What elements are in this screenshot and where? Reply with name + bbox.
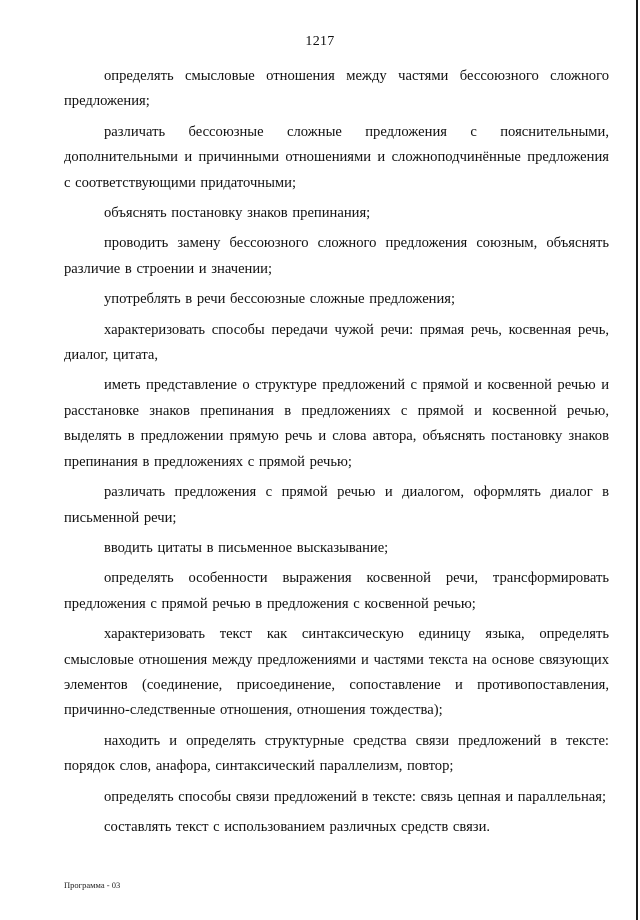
page-number: 1217 (305, 34, 335, 49)
paragraph: различать предложения с прямой речью и диалогом, оформлять диалог в письменной речи; (64, 484, 609, 526)
paragraph: объяснять постановку знаков препинания; (104, 205, 371, 222)
footer-program-label: Программа - 03 (64, 880, 121, 890)
paragraph: характеризовать текст как синтаксическую единицу языка, определять смысловые отношения между предложениями и частями текста на основе связующих элементов (соединение, присоединение, сопоставление и противопоставления, причинно-следственные отношения, отношения тождества); (64, 626, 609, 719)
paragraph: употреблять в речи бессоюзные сложные предложения; (104, 291, 456, 308)
paragraph: определять смысловые отношения между частями бессоюзного сложного предложения; (64, 68, 609, 110)
paragraph: находить и определять структурные средства связи предложений в тексте: порядок слов, анафора, синтаксический параллелизм, повтор; (64, 732, 609, 775)
paragraph: проводить замену бессоюзного сложного предложения союзным, объяснять различие в строении и значении; (64, 235, 609, 277)
paragraph: составлять текст с использованием различных средств связи. (104, 818, 491, 835)
paragraph: вводить цитаты в письменное высказывание; (104, 539, 389, 556)
page-content (64, 64, 609, 845)
paragraph: иметь представление о структуре предложений с прямой и косвенной речью и расстановке знаков препинания в предложениях с прямой и косвенной речью, выделять в предложении прямую речь и слова автора, объяснять постановку знаков препинания в предложениях с прямой речью; (64, 377, 609, 470)
paragraph: определять способы связи предложений в тексте: связь цепная и параллельная; (104, 788, 607, 805)
paragraph: различать бессоюзные сложные предложения с пояснительными, дополнительными и причинными отношениями и сложноподчинённые предложения с соответствующими придаточными; (64, 123, 609, 191)
scan-edge-border (636, 0, 638, 920)
paragraph: определять особенности выражения косвенной речи, трансформировать предложения с прямой речью в предложения с косвенной речью; (64, 570, 609, 612)
paragraph: характеризовать способы передачи чужой речи: прямая речь, косвенная речь, диалог, цитата, (64, 321, 609, 364)
